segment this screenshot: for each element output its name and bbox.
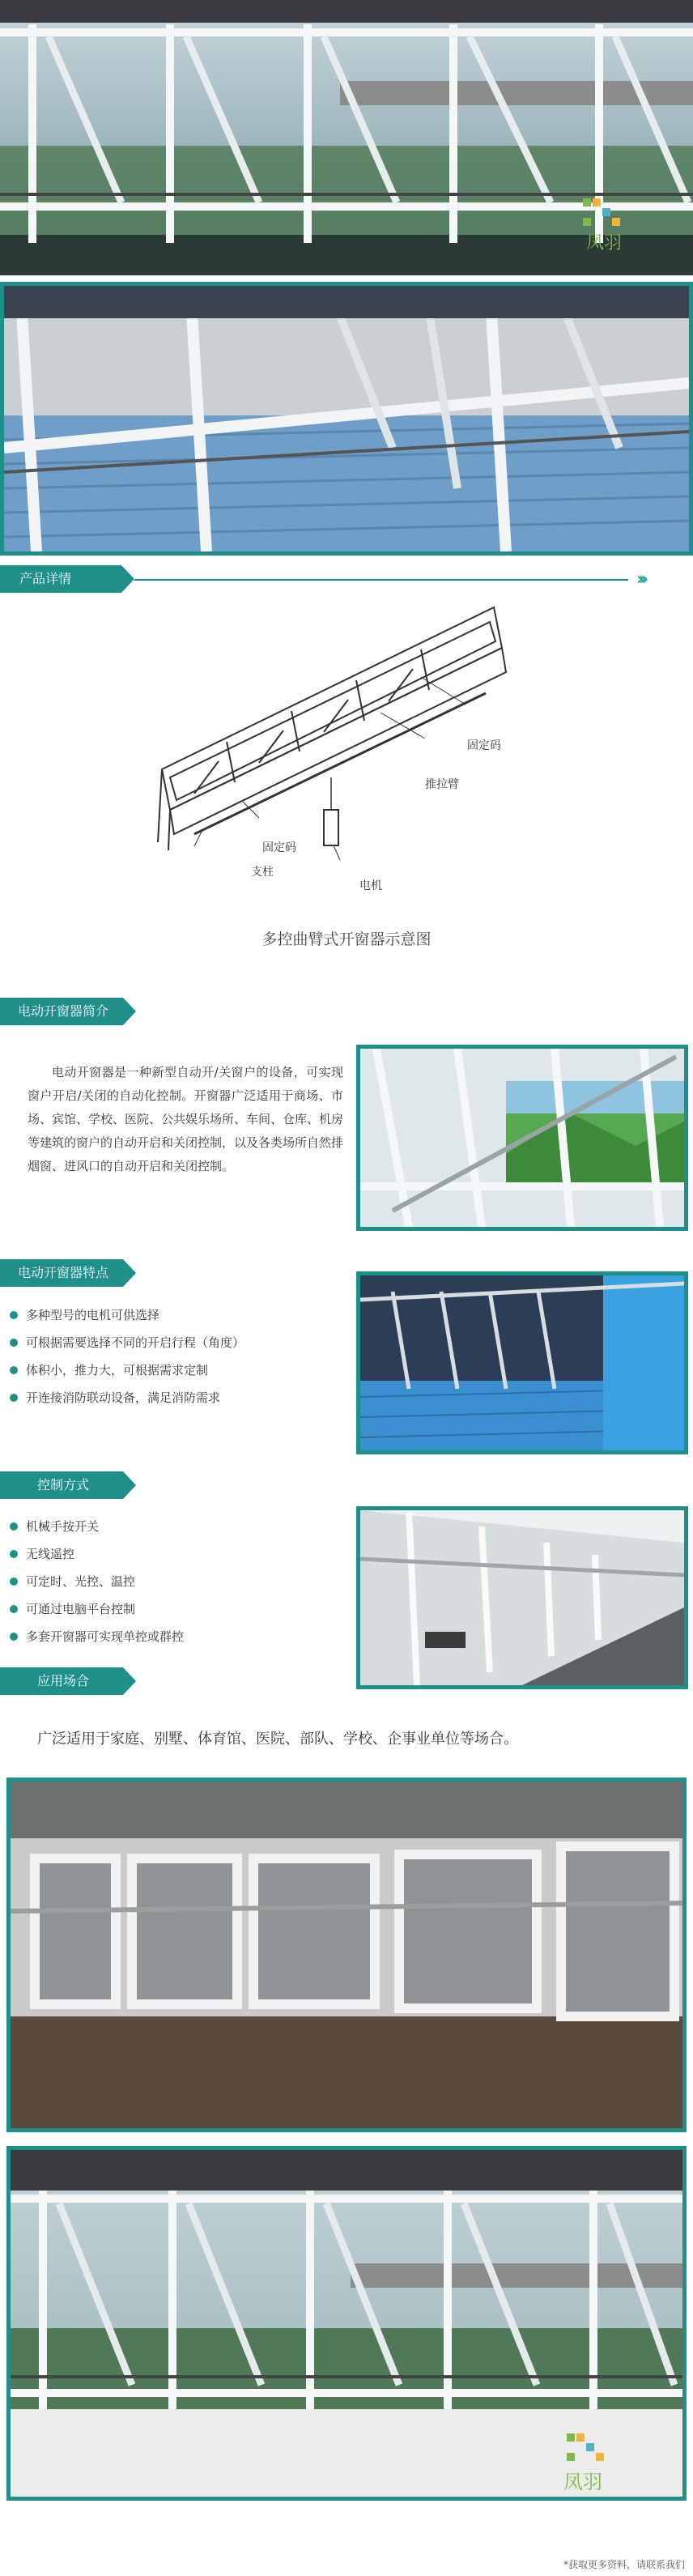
- label-support: 支柱: [251, 866, 274, 879]
- section-header-product-detail: 产品详情: [0, 565, 121, 593]
- application-text: 广泛适用于家庭、别墅、体育馆、医院、部队、学校、企事业单位等场合。: [37, 1731, 518, 1748]
- bullet-dot-icon: [10, 1605, 18, 1613]
- bullet-dot-icon: [10, 1550, 18, 1558]
- bullet-dot-icon: [10, 1311, 18, 1319]
- intro-photo: [356, 1045, 688, 1231]
- section-header-features: 电动开窗器特点: [0, 1259, 123, 1287]
- section-header-application: 应用场合: [0, 1667, 123, 1695]
- bullet-dot-icon: [10, 1394, 18, 1402]
- list-item: 无线遥控: [8, 1540, 184, 1568]
- second-photo-roof-openers: [0, 282, 693, 556]
- list-item: 多种型号的电机可供选择: [8, 1301, 244, 1329]
- list-item: 机械手按开关: [8, 1513, 184, 1540]
- watermark-text: 凤羽: [586, 233, 623, 253]
- footer-note: *获取更多资料，请联系我们: [563, 2559, 685, 2570]
- control-method-list: [8, 1513, 184, 1650]
- label-motor: 电机: [359, 879, 382, 892]
- application-photo-interior: [6, 1778, 687, 2132]
- watermark-text-bottom: 凤羽: [563, 2471, 602, 2493]
- label-fixed-code-bottom: 固定码: [262, 841, 296, 854]
- control-photo: [356, 1506, 688, 1689]
- section-header-control: 控制方式: [0, 1471, 123, 1499]
- bullet-dot-icon: [10, 1366, 18, 1374]
- bullet-dot-icon: [10, 1633, 18, 1641]
- chevron-right-icon: ›››: [636, 569, 644, 590]
- diagram-caption: 多控曲臂式开窗器示意图: [261, 930, 432, 948]
- bullet-dot-icon: [10, 1339, 18, 1347]
- list-item: 开连接消防联动设备，满足消防需求: [8, 1384, 244, 1411]
- section-divider: [134, 579, 628, 581]
- list-item: 多套开窗器可实现单控或群控: [8, 1623, 184, 1650]
- bullet-dot-icon: [10, 1522, 18, 1531]
- section-header-intro: 电动开窗器简介: [0, 998, 123, 1025]
- list-item: 可定时、光控、温控: [8, 1568, 184, 1595]
- list-item: 可根据需要选择不同的开启行程（角度）: [8, 1329, 244, 1356]
- feature-list: [8, 1301, 244, 1411]
- window-opener-diagram: [146, 599, 534, 907]
- label-push-arm: 推拉臂: [425, 778, 459, 791]
- watermark-logo: [583, 198, 640, 255]
- features-photo: [356, 1271, 688, 1454]
- watermark-logo-bottom: [559, 2433, 631, 2498]
- intro-paragraph: 电动开窗器是一种新型自动开/关窗户的设备，可实现窗户开启/关闭的自动化控制。开窗器广泛适用于商场、市场、宾馆、学校、医院、公共娱乐场所、车间、仓库、机房等建筑的窗户的自动开启和关闭控制，以及各类场所自然排烟窗、进风口的自动开启和关闭控制。: [28, 1065, 344, 1173]
- list-item: 体积小，推力大，可根据需求定制: [8, 1356, 244, 1384]
- bullet-dot-icon: [10, 1578, 18, 1586]
- label-fixed-code-top: 固定码: [467, 739, 501, 752]
- list-item: 可通过电脑平台控制: [8, 1595, 184, 1623]
